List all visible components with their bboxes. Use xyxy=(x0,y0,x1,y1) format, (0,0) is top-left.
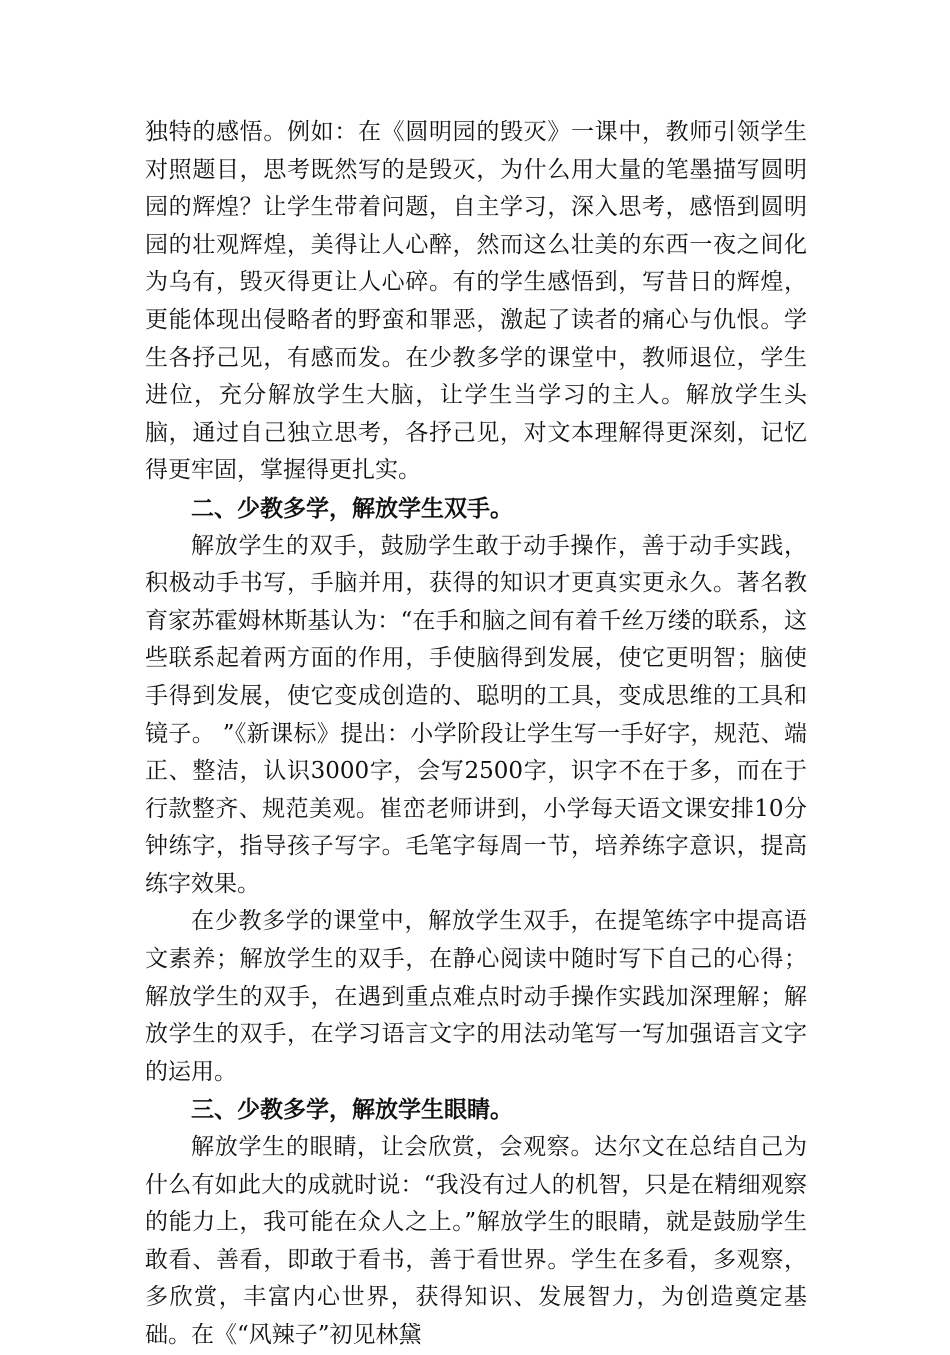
paragraph-hands-1: 解放学生的双手，鼓励学生敢于动手操作，善于动手实践，积极动手书写，手脑并用，获得的知识才更真实更永久。著名教育家苏霍姆林斯基认为：“在手和脑之间有着千丝万缕的联系，这些联系起着两方面的作用，手使脑得到发展，使它更明智；脑使手得到发展，使它变成创造的、聪明的工具，变成思维的工具和镜子。 ”《新课标》提出：小学阶段让学生写一手好字，规范、端正、整洁，认识3000字，会写2500字，识字不在于多，而在于行款整齐、规范美观。崔峦老师讲到，小学每天语文课安排10分钟练字，指导孩子写字。毛笔字每周一节，培养练字意识，提高练字效果。 xyxy=(145,532,807,897)
paragraph-eyes-1: 解放学生的眼睛，让会欣赏，会观察。达尔文在总结自己为什么有如此大的成就时说：“我没有过人的机智，只是在精细观察的能力上，我可能在众人之上。”解放学生的眼睛，就是鼓励学生敢看、善看，即敢于看书，善于看世界。学生在多看，多观察，多欣赏，丰富内心世界，获得知识、发展智力，为创造奠定基础。在《“风辣子”初见林黛 xyxy=(145,1134,807,1348)
paragraph-continuation: 独特的感悟。例如：在《圆明园的毁灭》一课中，教师引领学生对照题目，思考既然写的是毁灭，为什么用大量的笔墨描写圆明园的辉煌？让学生带着问题，自主学习，深入思考，感悟到圆明园的壮观辉煌，美得让人心醉，然而这么壮美的东西一夜之间化为乌有，毁灭得更让人心碎。有的学生感悟到，写昔日的辉煌，更能体现出侵略者的野蛮和罪恶，激起了读者的痛心与仇恨。学生各抒己见，有感而发。在少教多学的课堂中，教师退位，学生进位，充分解放学生大脑，让学生当学习的主人。解放学生头脑，通过自己独立思考，各抒己见，对文本理解得更深刻，记忆得更牢固，掌握得更扎实。 xyxy=(145,119,807,484)
section-heading-3: 三、少教多学，解放学生眼睛。 xyxy=(191,1096,513,1124)
paragraph-hands-2: 在少教多学的课堂中，解放学生双手，在提笔练字中提高语文素养；解放学生的双手，在静心阅读中随时写下自己的心得；解放学生的双手，在遇到重点难点时动手操作实践加深理解；解放学生的双手，在学习语言文字的用法动笔写一写加强语言文字的运用。 xyxy=(145,908,807,1085)
document-body xyxy=(145,114,807,1355)
section-heading-2: 二、少教多学，解放学生双手。 xyxy=(191,494,513,522)
